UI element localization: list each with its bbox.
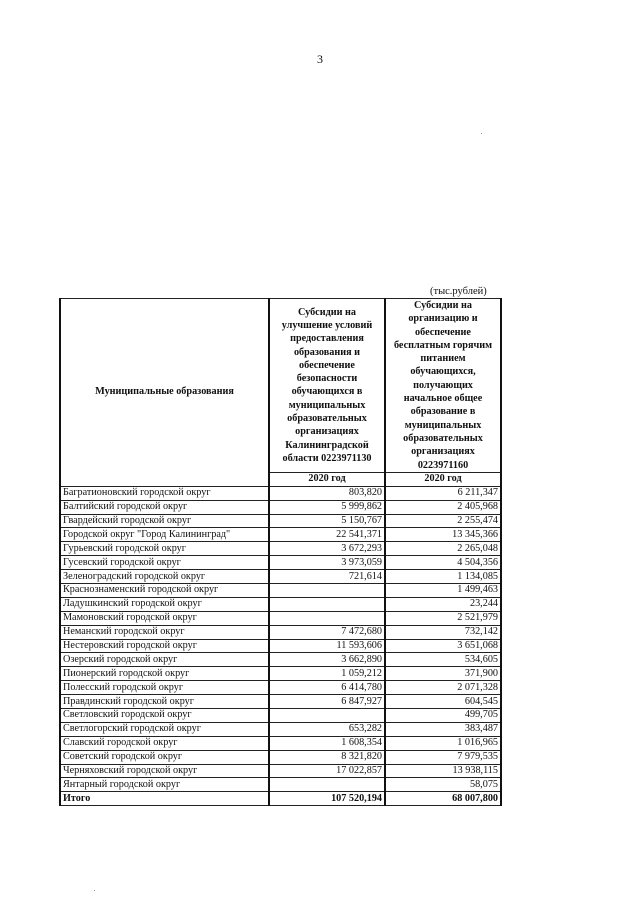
municipality-name: Гусевский городской округ: [60, 556, 269, 570]
value-col1: 803,820: [269, 486, 385, 500]
table-row: [60, 778, 501, 792]
value-col1: 6 847,927: [269, 695, 385, 709]
value-col2: 732,142: [385, 625, 501, 639]
value-col2: 7 979,535: [385, 750, 501, 764]
table-row: [60, 583, 501, 597]
municipality-name: Балтийский городской округ: [60, 500, 269, 514]
municipality-name: Зеленоградский городской округ: [60, 570, 269, 584]
value-col1: 653,282: [269, 722, 385, 736]
table-row: [60, 681, 501, 695]
value-col2: 499,705: [385, 709, 501, 723]
year-col2: 2020 год: [385, 472, 501, 486]
value-col2: 13 345,366: [385, 528, 501, 542]
value-col1: 3 973,059: [269, 556, 385, 570]
municipality-name: Ладушкинский городской округ: [60, 597, 269, 611]
table-row: [60, 486, 501, 500]
table-row: [60, 570, 501, 584]
scan-speck: [94, 890, 95, 891]
total-row: [60, 792, 501, 806]
value-col2: 13 938,115: [385, 764, 501, 778]
municipality-name: Светловский городской округ: [60, 709, 269, 723]
value-col1: 1 608,354: [269, 736, 385, 750]
year-col1: 2020 год: [269, 472, 385, 486]
table-row: [60, 722, 501, 736]
municipality-name: Неманский городской округ: [60, 625, 269, 639]
page-number: 3: [317, 52, 323, 66]
value-col2: 604,545: [385, 695, 501, 709]
municipality-name: Гурьевский городской округ: [60, 542, 269, 556]
subsidy-table: [59, 298, 502, 806]
table-row: [60, 556, 501, 570]
table-row: [60, 639, 501, 653]
municipality-name: Янтарный городской округ: [60, 778, 269, 792]
value-col1: 3 662,890: [269, 653, 385, 667]
value-col2: 2 265,048: [385, 542, 501, 556]
municipality-name: Нестеровский городской округ: [60, 639, 269, 653]
municipality-name: Славский городской округ: [60, 736, 269, 750]
value-col1: 721,614: [269, 570, 385, 584]
value-col1: [269, 709, 385, 723]
municipality-name: Багратионовский городской округ: [60, 486, 269, 500]
value-col2: 1 016,965: [385, 736, 501, 750]
value-col2: 2 405,968: [385, 500, 501, 514]
value-col2: 6 211,347: [385, 486, 501, 500]
value-col2: 2 521,979: [385, 611, 501, 625]
value-col2: 1 134,085: [385, 570, 501, 584]
table-row: [60, 597, 501, 611]
municipality-name: Пионерский городской округ: [60, 667, 269, 681]
value-col2: 371,900: [385, 667, 501, 681]
table-row: [60, 695, 501, 709]
table-row: [60, 528, 501, 542]
municipality-name: Гвардейский городской округ: [60, 514, 269, 528]
municipality-name: Краснознаменский городской округ: [60, 583, 269, 597]
value-col2: 534,605: [385, 653, 501, 667]
scan-speck: [481, 133, 482, 134]
value-col1: 5 150,767: [269, 514, 385, 528]
table-row: [60, 653, 501, 667]
table-row: [60, 764, 501, 778]
table-row: [60, 709, 501, 723]
header-municipalities: Муниципальные образования: [60, 299, 269, 487]
value-col1: 107 520,194: [269, 792, 385, 806]
value-col1: 6 414,780: [269, 681, 385, 695]
municipality-name: Полесский городской округ: [60, 681, 269, 695]
value-col2: 1 499,463: [385, 583, 501, 597]
header-subsidy-meals: Субсидии на организацию и обеспечение бесплатным горячим питанием обучающихся, получающих начальное общее образование в муниципальных образовательных организациях 0223971160: [385, 299, 501, 473]
table-row: [60, 736, 501, 750]
value-col2: 23,244: [385, 597, 501, 611]
value-col1: 11 593,606: [269, 639, 385, 653]
table-row: [60, 667, 501, 681]
value-col1: [269, 583, 385, 597]
value-col1: 17 022,857: [269, 764, 385, 778]
municipality-name: Советский городской округ: [60, 750, 269, 764]
value-col1: 8 321,820: [269, 750, 385, 764]
value-col1: [269, 611, 385, 625]
municipality-name: Правдинский городской округ: [60, 695, 269, 709]
municipality-name: Озерский городской округ: [60, 653, 269, 667]
value-col1: 7 472,680: [269, 625, 385, 639]
value-col2: 383,487: [385, 722, 501, 736]
value-col2: 3 651,068: [385, 639, 501, 653]
table-row: [60, 514, 501, 528]
table-row: [60, 625, 501, 639]
value-col1: 3 672,293: [269, 542, 385, 556]
value-col2: 4 504,356: [385, 556, 501, 570]
value-col2: 68 007,800: [385, 792, 501, 806]
value-col1: 22 541,371: [269, 528, 385, 542]
table-row: [60, 611, 501, 625]
municipality-name: Мамоновский городской округ: [60, 611, 269, 625]
value-col2: 58,075: [385, 778, 501, 792]
value-col1: 1 059,212: [269, 667, 385, 681]
header-subsidy-conditions: Субсидии на улучшение условий предоставления образования и обеспечение безопасности обучающихся в муниципальных образовательных организациях Калининградской области 0223971130: [269, 299, 385, 473]
value-col2: 2 255,474: [385, 514, 501, 528]
value-col2: 2 071,328: [385, 681, 501, 695]
table-row: [60, 542, 501, 556]
header-row: [60, 299, 501, 473]
table-row: [60, 500, 501, 514]
value-col1: [269, 778, 385, 792]
value-col1: [269, 597, 385, 611]
municipality-name: Черняховский городской округ: [60, 764, 269, 778]
unit-note: (тыс.рублей): [430, 286, 487, 297]
table-row: [60, 750, 501, 764]
municipality-name: Итого: [60, 792, 269, 806]
municipality-name: Светлогорский городской округ: [60, 722, 269, 736]
municipality-name: Городской округ "Город Калининград": [60, 528, 269, 542]
value-col1: 5 999,862: [269, 500, 385, 514]
